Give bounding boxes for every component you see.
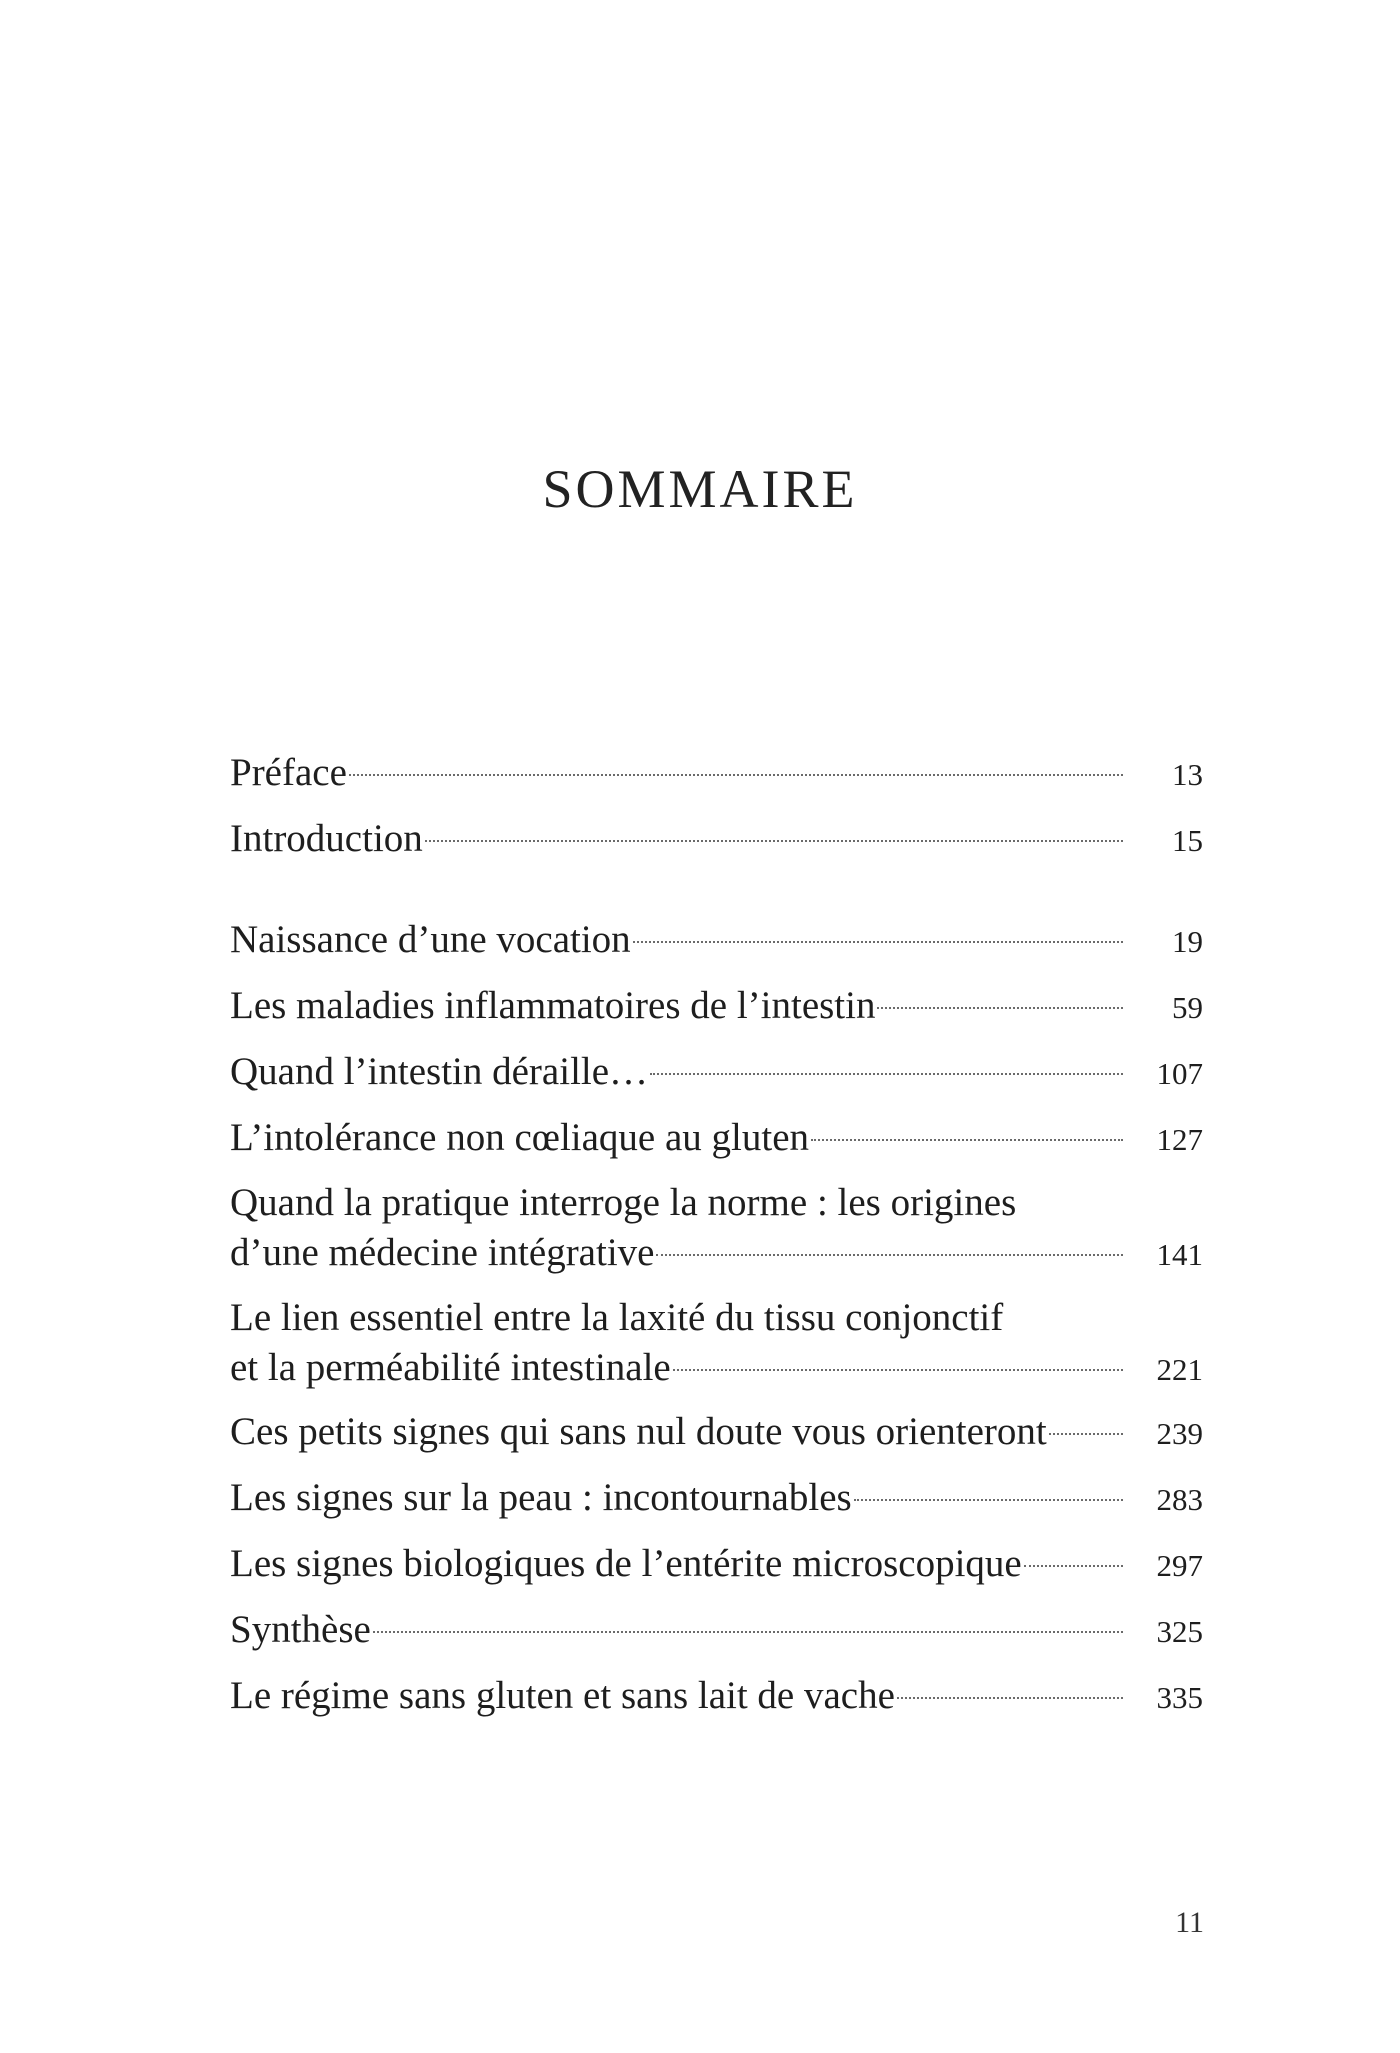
dot-leader bbox=[1024, 1565, 1123, 1567]
toc-entry-line bbox=[230, 1539, 1203, 1591]
dot-leader bbox=[633, 941, 1123, 943]
toc-entry-line bbox=[230, 1671, 1203, 1723]
toc-entry[interactable] bbox=[230, 814, 1203, 866]
toc-entry-line bbox=[230, 1473, 1203, 1525]
toc-entry-line bbox=[230, 915, 1203, 967]
toc-entry-line bbox=[230, 1407, 1203, 1459]
toc-entry[interactable] bbox=[230, 1178, 1203, 1280]
toc-entry-page-number: 297 bbox=[1156, 1548, 1203, 1583]
toc-entry-title: L’intolérance non cœliaque au gluten bbox=[230, 1116, 810, 1159]
toc-entry-line bbox=[230, 981, 1203, 1033]
toc-entry-page-number: 13 bbox=[1172, 757, 1203, 792]
toc-entry-title: Ces petits signes qui sans nul doute vous orienteront bbox=[230, 1410, 1047, 1453]
toc-entry-line bbox=[230, 1605, 1203, 1657]
toc-entry-title: Quand la pratique interroge la norme : les origines bbox=[230, 1181, 1017, 1224]
toc-entry[interactable] bbox=[230, 981, 1203, 1033]
toc-entry-page-number: 335 bbox=[1156, 1680, 1203, 1715]
toc-entry[interactable] bbox=[230, 1539, 1203, 1591]
toc-entry-line bbox=[230, 1293, 1090, 1343]
toc-entry-page-number: 107 bbox=[1156, 1056, 1203, 1091]
toc-entry-page-number: 239 bbox=[1156, 1416, 1203, 1451]
toc-entry-title: Les signes biologiques de l’entérite microscopique bbox=[230, 1542, 1022, 1585]
toc-entry-page-number: 221 bbox=[1156, 1352, 1203, 1387]
dot-leader bbox=[349, 774, 1123, 776]
toc-entry-title: Quand l’intestin déraille… bbox=[230, 1050, 649, 1093]
toc-entry[interactable] bbox=[230, 1293, 1203, 1395]
toc-entry-title: Les maladies inflammatoires de l’intestin bbox=[230, 984, 876, 1027]
toc-entry[interactable] bbox=[230, 1671, 1203, 1723]
toc-entry-line bbox=[230, 1228, 1203, 1280]
page-title: SOMMAIRE bbox=[542, 459, 858, 519]
toc-entry-page-number: 325 bbox=[1156, 1614, 1203, 1649]
toc-entry-title: Introduction bbox=[230, 817, 423, 860]
dot-leader bbox=[897, 1697, 1123, 1699]
toc-entry-title: Le régime sans gluten et sans lait de vache bbox=[230, 1674, 895, 1717]
dot-leader bbox=[811, 1139, 1123, 1141]
dot-leader bbox=[877, 1007, 1123, 1009]
toc-entry-page-number: 141 bbox=[1156, 1237, 1203, 1272]
toc-entry-page-number: 15 bbox=[1172, 823, 1203, 858]
toc-entry[interactable] bbox=[230, 1473, 1203, 1525]
toc-entry[interactable] bbox=[230, 1047, 1203, 1099]
toc-entry-page-number: 127 bbox=[1156, 1122, 1203, 1157]
toc-entry[interactable] bbox=[230, 915, 1203, 967]
toc-entry-line bbox=[230, 748, 1203, 800]
toc-entry[interactable] bbox=[230, 748, 1203, 800]
dot-leader bbox=[373, 1631, 1123, 1633]
toc-entry[interactable] bbox=[230, 1605, 1203, 1657]
toc-entry-line bbox=[230, 1047, 1203, 1099]
toc-entry-page-number: 283 bbox=[1156, 1482, 1203, 1517]
toc-entry-line bbox=[230, 814, 1203, 866]
toc-entry-title: Synthèse bbox=[230, 1608, 371, 1651]
toc-entry-line bbox=[230, 1343, 1203, 1395]
toc-entry-title: Les signes sur la peau : incontournables bbox=[230, 1476, 852, 1519]
dot-leader bbox=[650, 1073, 1123, 1075]
toc-entry-title: Le lien essentiel entre la laxité du tissu conjonctif bbox=[230, 1296, 1004, 1339]
toc-entry-title: et la perméabilité intestinale bbox=[230, 1346, 671, 1389]
toc-entry-title: d’une médecine intégrative bbox=[230, 1231, 655, 1274]
toc-entry-title: Naissance d’une vocation bbox=[230, 918, 631, 961]
dot-leader bbox=[673, 1369, 1123, 1371]
toc-entry-page-number: 19 bbox=[1172, 924, 1203, 959]
dot-leader bbox=[1049, 1433, 1123, 1435]
toc-entry-line bbox=[230, 1113, 1203, 1165]
toc-entry-title: Préface bbox=[230, 751, 347, 794]
toc-entry-page-number: 59 bbox=[1172, 990, 1203, 1025]
toc-entry-line bbox=[230, 1178, 1090, 1228]
toc-entry[interactable] bbox=[230, 1113, 1203, 1165]
dot-leader bbox=[656, 1254, 1123, 1256]
toc-entry[interactable] bbox=[230, 1407, 1203, 1459]
dot-leader bbox=[854, 1499, 1123, 1501]
page-number: 11 bbox=[1175, 1906, 1204, 1939]
dot-leader bbox=[425, 840, 1123, 842]
